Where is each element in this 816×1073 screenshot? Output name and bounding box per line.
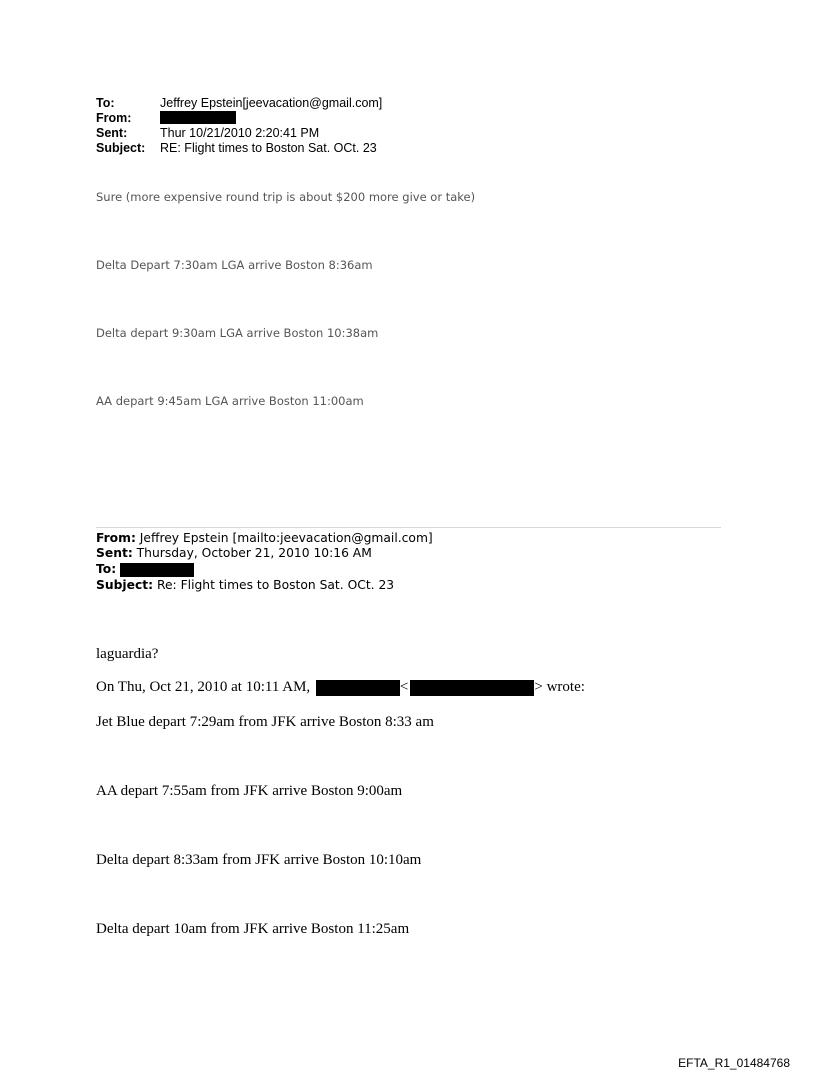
- from-redaction: [160, 111, 236, 124]
- fwd-from-row: [96, 530, 433, 546]
- quote-suffix: > wrote:: [534, 679, 585, 695]
- flight-1: Jet Blue depart 7:29am from JFK arrive Boston 8:33 am: [96, 714, 434, 730]
- sent-value: Thur 10/21/2010 2:20:41 PM: [160, 126, 320, 140]
- fwd-subject-label: Subject:: [96, 578, 154, 592]
- flight-4: Delta depart 10am from JFK arrive Boston 11:25am: [96, 921, 410, 937]
- flight-2: AA depart 7:55am from JFK arrive Boston 9:00am: [96, 783, 403, 799]
- quote-name-redaction: [316, 680, 400, 696]
- fwd-sent-label: Sent:: [96, 546, 133, 560]
- fwd-to-label: To:: [96, 562, 117, 576]
- quote-email-redaction: [410, 680, 534, 696]
- separator-line: [96, 527, 721, 528]
- fwd-to-redaction: [120, 563, 194, 577]
- quote-prefix: On Thu, Oct 21, 2010 at 10:11 AM,: [96, 679, 311, 695]
- subject-value: RE: Flight times to Boston Sat. OCt. 23: [160, 141, 377, 155]
- to-label: To:: [96, 96, 115, 110]
- fwd-from-label: From:: [96, 531, 136, 545]
- to-value: Jeffrey Epstein[jeevacation@gmail.com]: [160, 96, 383, 110]
- reply-line-4: AA depart 9:45am LGA arrive Boston 11:00am: [96, 394, 364, 408]
- document-id: EFTA_R1_01484768: [678, 1056, 790, 1070]
- fwd-sent-value: Thursday, October 21, 2010 10:16 AM: [136, 546, 372, 560]
- from-label: From:: [96, 111, 132, 125]
- fwd-from-value: Jeffrey Epstein [mailto:jeevacation@gmail.com]: [139, 531, 433, 545]
- fwd-sent-row: [96, 545, 372, 561]
- sent-label: Sent:: [96, 126, 128, 140]
- fwd-subject-value: Re: Flight times to Boston Sat. OCt. 23: [156, 578, 395, 592]
- quote-line: [96, 679, 585, 696]
- fwd-to-row: [96, 561, 194, 577]
- flight-3: Delta depart 8:33am from JFK arrive Boston 10:10am: [96, 852, 422, 868]
- reply-line-3: Delta depart 9:30am LGA arrive Boston 10:38am: [96, 326, 379, 340]
- body-question: laguardia?: [96, 646, 159, 662]
- reply-line-2: Delta Depart 7:30am LGA arrive Boston 8:36am: [96, 258, 373, 272]
- subject-label: Subject:: [96, 141, 146, 155]
- quote-lt: <: [399, 679, 409, 695]
- email-header: [96, 97, 496, 157]
- reply-line-1: Sure (more expensive round trip is about $200 more give or take): [96, 190, 476, 204]
- fwd-subject-row: [96, 577, 394, 593]
